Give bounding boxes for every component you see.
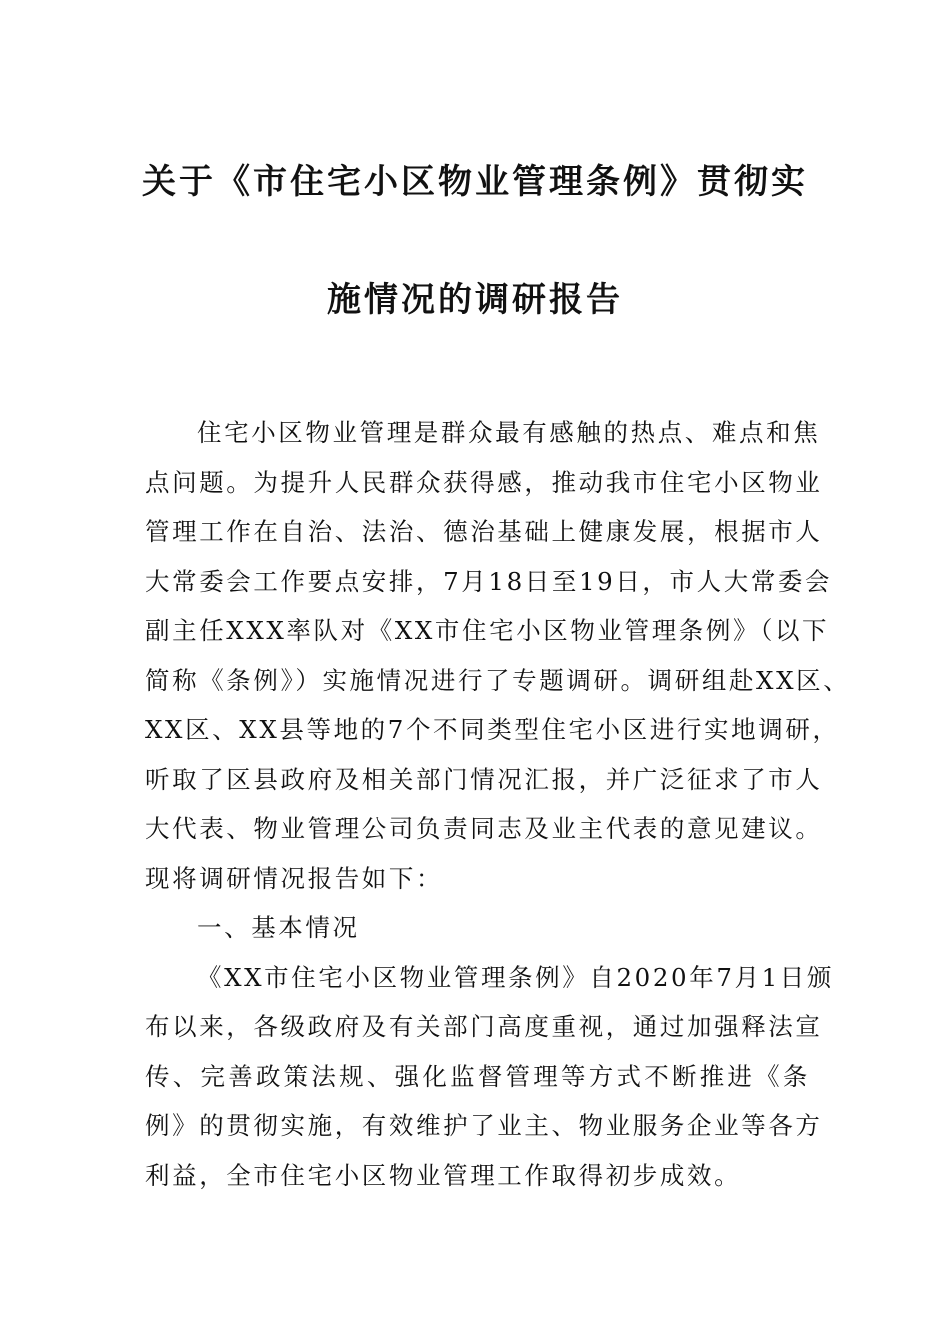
paragraph-line: 住宅小区物业管理是群众最有感触的热点、难点和焦 xyxy=(197,418,821,447)
paragraph-line: 听取了区县政府及相关部门情况汇报，并广泛征求了市人 xyxy=(145,764,823,794)
paragraph-line: 管理工作在自治、法治、德治基础上健康发展，根据市人 xyxy=(145,517,823,546)
document-title-line-2: 施情况的调研报告 xyxy=(327,280,623,320)
document-title-line-1: 关于《市住宅小区物业管理条例》贯彻实 xyxy=(142,162,808,202)
paragraph-line: 简称《条例》）实施情况进行了专题调研。调研组赴XX区、 xyxy=(145,665,851,695)
paragraph-line: 布以来，各级政府及有关部门高度重视，通过加强释法宣 xyxy=(145,1012,823,1041)
paragraph-line: 利益，全市住宅小区物业管理工作取得初步成效。 xyxy=(145,1160,742,1190)
paragraph-intro xyxy=(145,408,851,903)
paragraph-line: 传、完善政策法规、强化监督管理等方式不断推进《条 xyxy=(145,1061,810,1091)
section-heading-basic xyxy=(145,903,810,953)
paragraph-line: 大常委会工作要点安排，7月18日至19日，市人大常委会 xyxy=(145,566,833,596)
paragraph-basic-situation xyxy=(145,953,835,1201)
document-body xyxy=(145,408,851,1200)
paragraph-line: 现将调研情况报告如下： xyxy=(145,863,444,893)
paragraph-line: 副主任XXX率队对《XX市住宅小区物业管理条例》（以下 xyxy=(145,616,830,645)
paragraph-line: 《XX市住宅小区物业管理条例》自2020年7月1日颁 xyxy=(197,962,835,992)
section-heading: 一、基本情况 xyxy=(197,913,360,942)
paragraph-line: XX区、XX县等地的7个不同类型住宅小区进行实地调研， xyxy=(145,715,840,744)
paragraph-line: 点问题。为提升人民群众获得感，推动我市住宅小区物业 xyxy=(145,467,823,497)
paragraph-line: 大代表、物业管理公司负责同志及业主代表的意见建议。 xyxy=(145,814,823,843)
paragraph-line: 例》的贯彻实施，有效维护了业主、物业服务企业等各方 xyxy=(145,1111,823,1140)
